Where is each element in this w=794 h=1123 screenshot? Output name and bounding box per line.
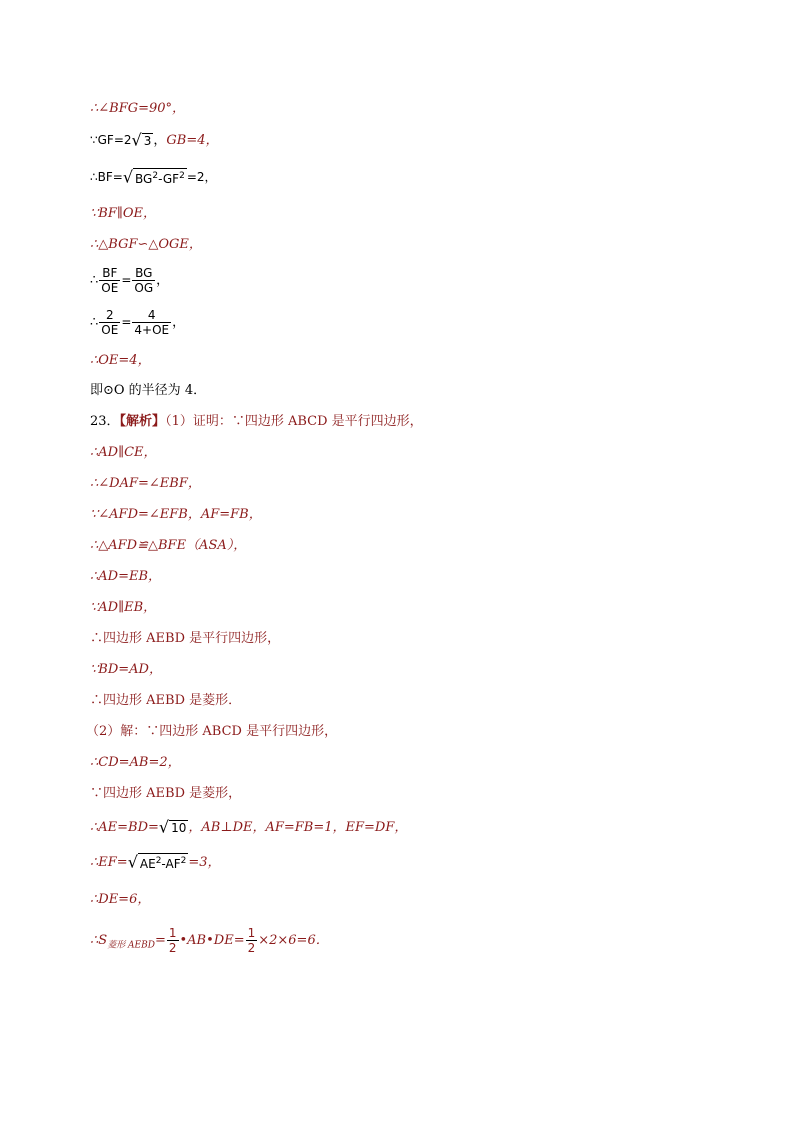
line-aebd-is-rhombus: ∵四边形 AEBD 是菱形， — [90, 786, 242, 801]
line-bf-value: ∴BF=√ $BG^2-GF^2 =2$， — [90, 167, 217, 187]
analysis-label: 【解析】 — [119, 414, 166, 429]
line-angle-daf: ∴∠DAF=∠EBF， — [90, 476, 201, 491]
fraction-half-2: $\frac{1}{2}$ — [247, 926, 256, 955]
line-de-6: ∴DE=6， — [90, 892, 151, 907]
sqrt-10: √ 10 — [158, 817, 187, 837]
line-congruent: ∴△AFD≌△BFE（ASA）， — [90, 538, 247, 553]
line-similar-triangles: ∴△BGF∽△OGE， — [90, 237, 202, 252]
fraction-2-oe: $\frac{2}{OE}$ — [101, 308, 119, 337]
line-cd-ab: ∴CD=AB=2， — [90, 755, 181, 770]
line-aebd-rhombus: ∴四边形 AEBD 是菱形． — [90, 693, 242, 708]
sqrt-ae-af: √ $AE^2-AF^2$ — [127, 852, 187, 872]
line-part2: （2）解：∵四边形 ABCD 是平行四边形， — [86, 724, 338, 739]
line-angle-afd: ∵∠AFD=∠EFB，AF=FB， — [90, 507, 262, 522]
line-ef-value: ∴EF=√ $AE^2-AF^2 =3$， — [90, 852, 221, 872]
line-angle-bfg: ∴∠BFG=90°， — [90, 101, 186, 116]
fraction-bf-oe: $\frac{BF}{OE}$ — [101, 266, 119, 295]
line-radius: 即⊙O 的半径为 4． — [90, 383, 207, 398]
line-area: $\therefore S_{菱形 AEBD}=$ $\frac{1}{2}$ •AB•DE= $\frac{1}{2}$ ×2×6=6． — [90, 926, 329, 955]
sqrt-bg-gf: √ $BG^2-GF^2$ — [122, 167, 185, 187]
line-ratio-2: ∴ $\frac{2}{OE}$ = $\frac{4}{4+OE}$ ， — [90, 308, 186, 337]
line-gf-gb: ∵GF=2√ 3 ，GB=4， — [90, 130, 219, 150]
line-bf-parallel-oe: ∵BF∥OE， — [90, 206, 156, 221]
line-ad-parallel-ce: ∴AD∥CE， — [90, 445, 157, 460]
line-aebd-parallelogram: ∴四边形 AEBD 是平行四边形， — [90, 631, 281, 646]
line-ratio-1: ∴ $\frac{BF}{OE}$ = $\frac{BG}{OG}$ ， — [90, 266, 170, 295]
fraction-4-4oe: $\frac{4}{4+OE}$ — [134, 308, 170, 337]
sqrt-3: √ 3 — [131, 130, 152, 150]
fraction-bg-og: $\frac{BG}{OG}$ — [134, 266, 154, 295]
line-ae-bd: ∴AE=BD=√ 10 ，AB⊥DE，AF=FB=1，EF=DF， — [90, 817, 408, 837]
line-ad-parallel-eb: ∵AD∥EB， — [90, 600, 157, 615]
line-oe-4: ∴OE=4， — [90, 353, 151, 368]
fraction-half-1: $\frac{1}{2}$ — [168, 926, 177, 955]
line-bd-ad: ∵BD=AD， — [90, 662, 162, 677]
line-ad-eb: ∴AD=EB， — [90, 569, 162, 584]
line-q23-heading: 23．【解析】（1）证明：∵四边形 ABCD 是平行四边形， — [90, 414, 423, 429]
